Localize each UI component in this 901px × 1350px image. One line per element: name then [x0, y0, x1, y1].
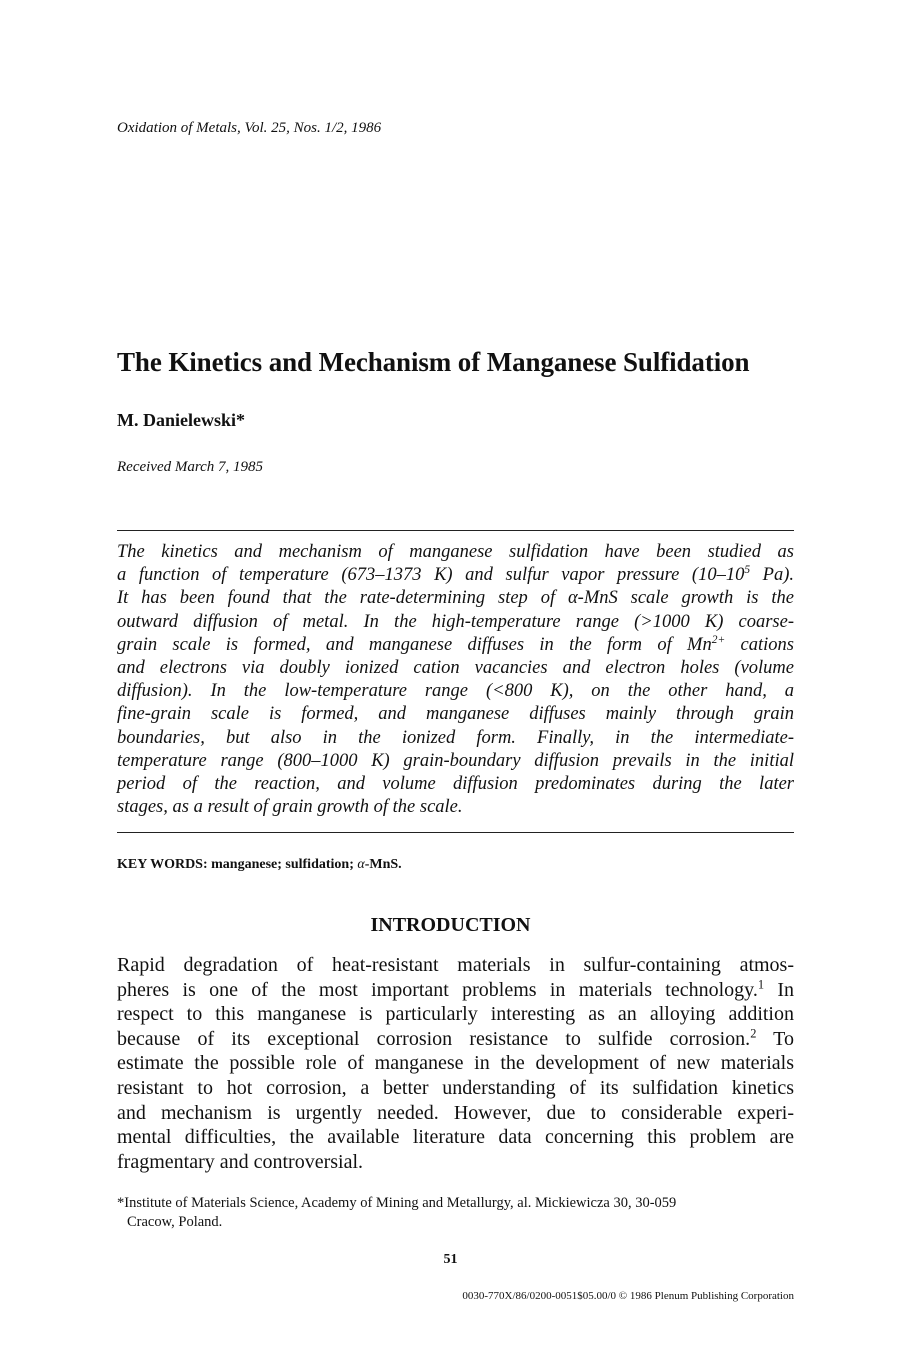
intro-line: because of its exceptional corrosion resistance to sulfide corrosion.$^2$ To: [117, 1026, 795, 1050]
reference-marker: 2: [750, 1026, 757, 1041]
footnote-line: *Institute of Materials Science, Academy of Mining and Metallurgy, al. Mickiewicza 30, 30-059: [117, 1195, 677, 1211]
footnote-line: Cracow, Poland.: [127, 1214, 223, 1230]
abstract-line: diffusion). In the low-temperature range (<800 K), on the other hand, a: [117, 681, 794, 702]
abstract-line: and electrons via doubly ionized cation vacancies and electron holes (volume: [117, 657, 794, 678]
reference-marker: 1: [757, 977, 765, 992]
keywords-alpha: α: [357, 857, 365, 872]
abstract-line: outward diffusion of metal. In the high-temperature range (>1000 K) coarse-: [117, 611, 794, 632]
intro-line: and mechanism is urgently needed. However, due to considerable experi-: [117, 1101, 794, 1124]
abstract-line: grain scale is formed, and manganese diffuses in the form of $Mn^{2+}$ cations: [117, 633, 794, 655]
section-heading: INTRODUCTION: [370, 914, 531, 936]
paper-title: The Kinetics and Mechanism of Manganese Sulfidation: [117, 347, 750, 377]
abstract-line: temperature range (800–1000 K) grain-boundary diffusion prevails in the initial: [117, 750, 794, 771]
intro-line: mental difficulties, the available literature data concerning this problem are: [117, 1126, 794, 1149]
intro-line: pheres is one of the most important problems in materials technology.$^1$ In: [117, 977, 794, 1001]
intro-line: fragmentary and controversial.: [117, 1150, 364, 1173]
page-number: 51: [443, 1252, 458, 1267]
intro-line: respect to this manganese is particularly interesting as an alloying addition: [117, 1003, 794, 1026]
abstract-bottom-rule: [117, 832, 794, 833]
keywords: [117, 857, 402, 873]
abstract-top-rule: [117, 530, 794, 531]
abstract: [117, 541, 794, 819]
intro-line: Rapid degradation of heat-resistant materials in sulfur-containing atmos-: [117, 954, 794, 976]
intro-line: resistant to hot corrosion, a better understanding of its sulfidation kinetics: [117, 1076, 794, 1099]
abstract-line: fine-grain scale is formed, and manganese diffuses mainly through grain: [117, 704, 794, 725]
keywords-label: KEY WORDS:: [117, 857, 208, 872]
intro-line: estimate the possible role of manganese in the development of new materials: [117, 1052, 794, 1075]
author-name: M. Danielewski*: [117, 410, 245, 430]
abstract-line: stages, as a result of grain growth of the scale.: [117, 797, 463, 818]
keywords-end: -MnS.: [364, 857, 402, 872]
exponent: 5: [744, 564, 751, 577]
introduction-body: [117, 953, 794, 1174]
abstract-line: It has been found that the rate-determining step of α-MnS scale growth is the: [117, 588, 794, 609]
abstract-line: period of the reaction, and volume diffusion predominates during the later: [117, 773, 794, 794]
journal-citation: Oxidation of Metals, Vol. 25, Nos. 1/2, 1986: [117, 120, 382, 136]
abstract-line: The kinetics and mechanism of manganese sulfidation have been studied as: [117, 542, 794, 562]
received-date: Received March 7, 1985: [117, 459, 264, 475]
abstract-line: a function of temperature (673–1373 K) and sulfur vapor pressure ($10-10^5$ Pa).: [117, 564, 794, 586]
footnote: [117, 1194, 797, 1232]
abstract-line: boundaries, but also in the ionized form. Finally, in the intermediate-: [117, 727, 794, 748]
keywords-text: manganese; sulfidation;: [207, 857, 358, 872]
copyright-line: 0030-770X/86/0200-0051$05.00/0 © 1986 Plenum Publishing Corporation: [462, 1290, 794, 1302]
ion-charge: 2+: [711, 633, 726, 646]
